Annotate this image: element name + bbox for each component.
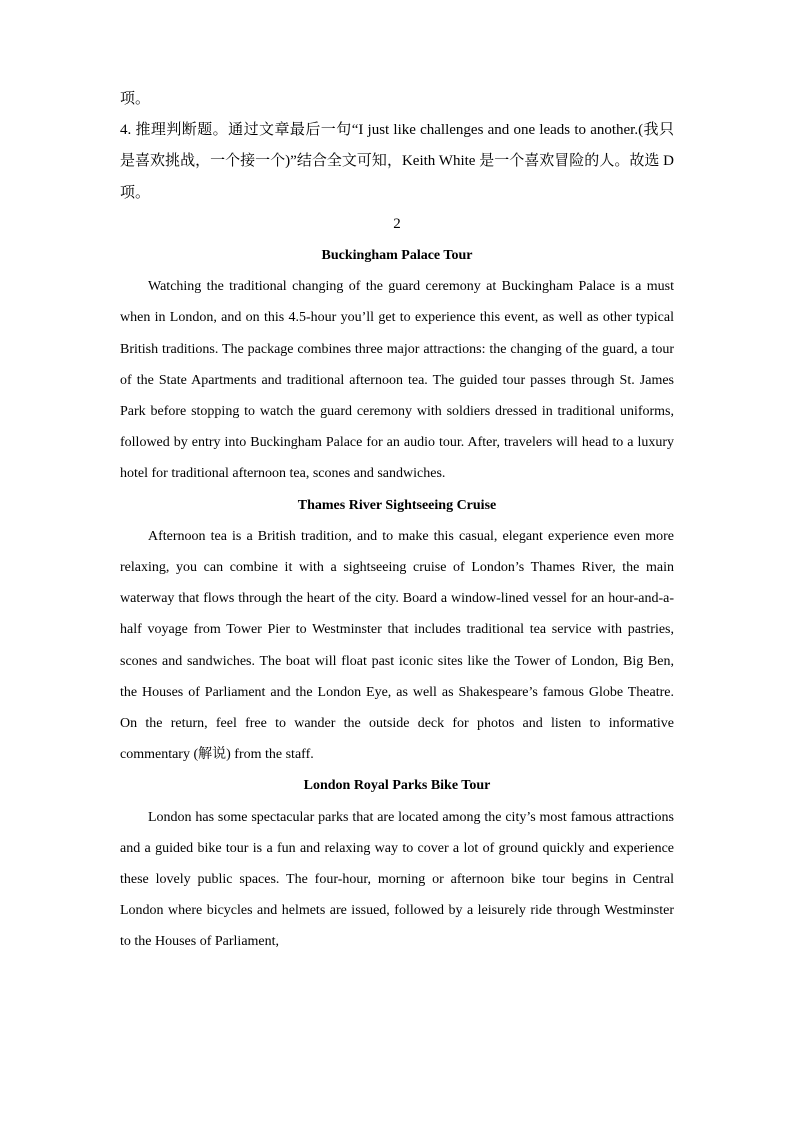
section-body-bike-tour: London has some spectacular parks that are located among the city’s most famous attractions and a guided bike tour is a fun and relaxing way to cover a lot of ground quickly and experience these lovely public spaces. The four-hour, morning or afternoon bike tour begins in Central London where bicycles and helmets are issued, followed by a leisurely ride through Westminster to the Houses of Parliament, — [120, 809, 674, 950]
section-title-buckingham: Buckingham Palace Tour — [321, 248, 473, 264]
passage-number: 2 — [393, 215, 401, 232]
document-page — [120, 84, 674, 958]
answer-analysis-q4: 4. 推理判断题。通过文章最后一句“I just like challenges and one leads to another.(我只是喜欢挑战，一个接一个)”结合全文可知，Keith White 是一个喜欢冒险的人。故选 D 项。 — [120, 122, 674, 201]
section-body-buckingham: Watching the traditional changing of the guard ceremony at Buckingham Palace is a must when in London, and on this 4.5-hour you’ll get to experience this event, as well as other typical British traditions. The package combines three major attractions: the changing of the guard, a tour of the State Apartments and traditional afternoon tea. The guided tour passes through St. James Park before stopping to watch the guard ceremony with soldiers dressed in traditional uniforms, followed by entry into Buckingham Palace for an audio tour. After, travelers will head to a luxury hotel for traditional afternoon tea, scones and sandwiches. — [120, 279, 674, 482]
section-title-bike-tour: London Royal Parks Bike Tour — [303, 778, 491, 794]
section-title-thames: Thames River Sightseeing Cruise — [297, 497, 497, 513]
section-body-thames: Afternoon tea is a British tradition, and to make this casual, elegant experience even more relaxing, you can combine it with a sightseeing cruise of London’s Thames River, the main waterway that flows through the heart of the city. Board a window-lined vessel for an hour-and-a-half voyage from Tower Pier to Westminster that includes traditional tea service with pastries, scones and sandwiches. The boat will float past iconic sites like the Tower of London, Big Ben, the Houses of Parliament and the London Eye, as well as Shakespeare’s famous Globe Theatre. On the return, feel free to wander the outside deck for photos and listen to informative commentary (解说) from the staff. — [120, 528, 674, 763]
answer-analysis-tail: 项。 — [120, 91, 151, 107]
